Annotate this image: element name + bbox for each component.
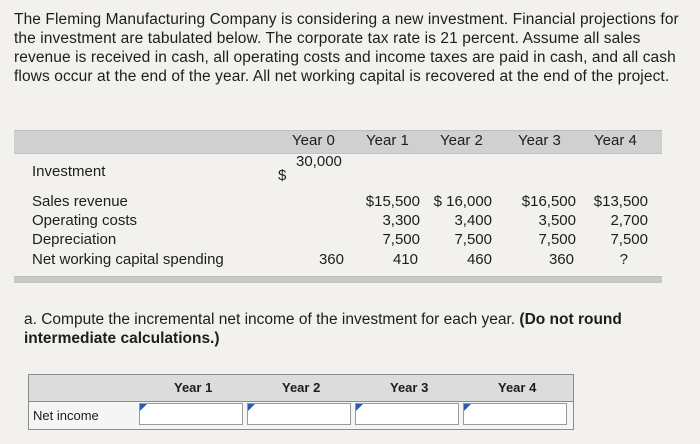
investment-value: 30,000 bbox=[296, 153, 342, 170]
answer-col-year-2: Year 2 bbox=[282, 380, 321, 395]
operating-costs-year-2: 3,400 bbox=[454, 212, 492, 229]
input-flag-icon bbox=[464, 404, 471, 411]
nwc-spending-year-0: 360 bbox=[318, 251, 344, 268]
depreciation-year-3: 7,500 bbox=[538, 231, 576, 248]
part-a-instruction: (Do not round intermediate calculations.) bbox=[24, 311, 622, 347]
row-label-investment: Investment bbox=[32, 163, 106, 180]
operating-costs-year-1: 3,300 bbox=[382, 212, 420, 229]
depreciation-year-2: 7,500 bbox=[454, 231, 492, 248]
input-flag-icon bbox=[248, 404, 255, 411]
net-income-answer-table bbox=[28, 374, 574, 430]
answer-col-year-1: Year 1 bbox=[174, 380, 213, 395]
net-income-year-3-input[interactable] bbox=[355, 403, 459, 425]
table-bottom-rule bbox=[14, 276, 662, 283]
operating-costs-year-3: 3,500 bbox=[538, 212, 576, 229]
row-label-depreciation: Depreciation bbox=[32, 231, 117, 248]
input-flag-icon bbox=[140, 404, 147, 411]
nwc-spending-year-3: 360 bbox=[548, 251, 574, 268]
problem-intro: The Fleming Manufacturing Company is considering a new investment. Financial projections for the investment are tabulated below. The corporate tax rate is 21 percent. Assume all sales revenue is received in cash, all operating costs and income taxes are paid in cash, and all cash flows occur at the end of the year. All net working capital is recovered at the end of the project. bbox=[14, 11, 679, 85]
net-income-year-1-input[interactable] bbox=[139, 403, 243, 425]
row-label-sales-revenue: Sales revenue bbox=[32, 193, 128, 210]
col-header-year-2: Year 2 bbox=[440, 132, 483, 149]
answer-col-year-3: Year 3 bbox=[390, 380, 429, 395]
sales-revenue-year-1: $15,500 bbox=[365, 193, 420, 210]
answer-row-label-net-income: Net income bbox=[33, 408, 99, 423]
nwc-spending-year-2: 460 bbox=[466, 251, 492, 268]
answer-col-year-4: Year 4 bbox=[498, 380, 537, 395]
row-label-operating-costs: Operating costs bbox=[32, 212, 138, 229]
part-a-prompt: a. Compute the incremental net income of the investment for each year. bbox=[24, 311, 516, 328]
sales-revenue-year-3: $16,500 bbox=[521, 193, 576, 210]
net-income-year-2-input[interactable] bbox=[247, 403, 351, 425]
col-header-year-3: Year 3 bbox=[518, 132, 561, 149]
table-header-band bbox=[14, 130, 662, 154]
depreciation-year-4: 7,500 bbox=[610, 231, 648, 248]
net-income-year-4-input[interactable] bbox=[463, 403, 567, 425]
input-flag-icon bbox=[356, 404, 363, 411]
col-header-year-0: Year 0 bbox=[292, 132, 335, 149]
operating-costs-year-4: 2,700 bbox=[610, 212, 648, 229]
nwc-spending-year-1: 410 bbox=[392, 251, 418, 268]
sales-revenue-year-2: $ 16,000 bbox=[433, 193, 492, 210]
col-header-year-1: Year 1 bbox=[366, 132, 409, 149]
question-part-a bbox=[24, 310, 694, 348]
investment-currency: $ bbox=[278, 167, 287, 184]
row-label-nwc-spending: Net working capital spending bbox=[32, 251, 224, 268]
col-header-year-4: Year 4 bbox=[594, 132, 637, 149]
nwc-spending-year-4: ? bbox=[619, 251, 628, 268]
sales-revenue-year-4: $13,500 bbox=[593, 193, 648, 210]
depreciation-year-1: 7,500 bbox=[382, 231, 420, 248]
